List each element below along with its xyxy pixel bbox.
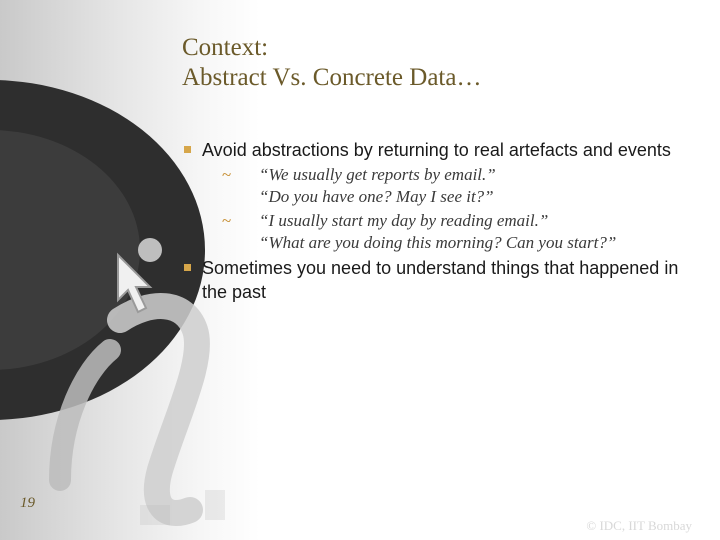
sub-item-line-2: “Do you have one? May I see it?” <box>259 187 494 206</box>
slide-title-line-2: Abstract Vs. Concrete Data… <box>182 64 482 91</box>
copyright-notice: © IDC, IIT Bombay <box>586 518 692 533</box>
sub-item-line-2: “What are you doing this morning? Can you start?” <box>259 233 617 252</box>
slide-title-line-1: Context: <box>182 34 269 61</box>
bullet-text: Sometimes you need to understand things that happened in the past <box>202 258 679 302</box>
bullet-text: Avoid abstractions by returning to real artefacts and events <box>202 140 671 160</box>
page-number: 19 <box>20 495 35 511</box>
bullet-item <box>184 256 684 304</box>
slide-title <box>182 33 682 93</box>
sub-item-line-1: “We usually get reports by email.” <box>259 165 496 184</box>
slide-body <box>184 138 684 306</box>
sub-item-line-1: “I usually start my day by reading email.” <box>259 211 549 230</box>
square-bullet-icon <box>184 146 191 153</box>
tilde-bullet-icon: ~ <box>222 211 232 230</box>
sub-item <box>184 164 684 208</box>
square-bullet-icon <box>184 264 191 271</box>
bullet-item <box>184 138 684 162</box>
tilde-bullet-icon: ~ <box>222 165 232 184</box>
sub-item <box>184 210 684 254</box>
